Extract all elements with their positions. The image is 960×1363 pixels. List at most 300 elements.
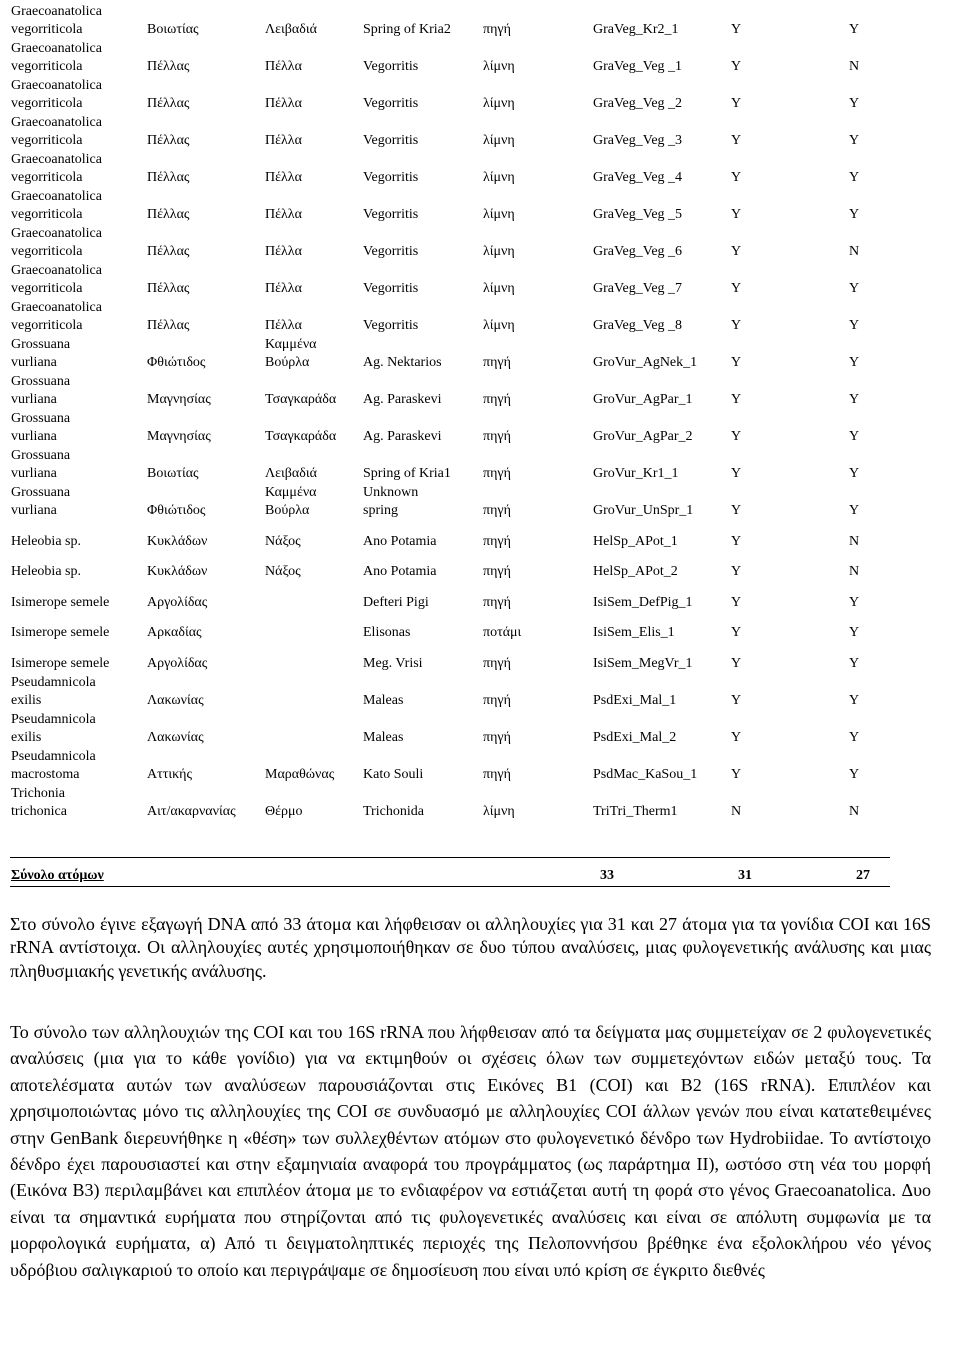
habitat-text: λίμνη (483, 803, 515, 819)
prefecture-text: Πέλλας (147, 59, 190, 74)
locality-cell (264, 224, 362, 261)
sample-code-text: GroVur_AgPar_1 (593, 392, 693, 407)
prefecture-text: Αττικής (147, 766, 193, 782)
sample-code-text: GraVeg_Veg _2 (593, 96, 683, 111)
rrna-16s-cell (848, 483, 890, 520)
locality-cell (264, 187, 362, 224)
habitat-cell (482, 409, 592, 446)
habitat-text: πηγή (483, 655, 511, 671)
sample-code-cell (592, 372, 730, 409)
site-text: Spring of Kria1 (363, 466, 451, 481)
sample-code-cell (592, 298, 730, 335)
site-text: Vegorritis (363, 59, 419, 74)
prefecture-text: Αργολίδας (147, 655, 208, 671)
species-text: Graecoanatolica vegorriticola (11, 152, 102, 185)
site-text: Elisonas (363, 625, 411, 640)
coi-cell (730, 642, 848, 673)
sample-code-cell (592, 710, 730, 747)
rrna-16s-cell (848, 747, 890, 784)
species-cell (10, 39, 146, 76)
species-text: Graecoanatolica vegorriticola (11, 41, 102, 74)
prefecture-cell (146, 335, 264, 372)
species-cell (10, 784, 146, 821)
coi-text: Y (731, 207, 742, 222)
locality-text: Λειβαδιά (265, 466, 317, 481)
site-cell (362, 150, 482, 187)
prefecture-cell (146, 612, 264, 643)
locality-text: Τσαγκαράδα (265, 392, 337, 407)
habitat-text: πηγή (483, 533, 511, 549)
locality-cell (264, 372, 362, 409)
prefecture-cell (146, 520, 264, 551)
rrna-16s-cell (848, 2, 890, 39)
species-cell (10, 150, 146, 187)
table-row (10, 335, 890, 372)
table-row (10, 39, 890, 76)
locality-cell (264, 261, 362, 298)
species-cell (10, 261, 146, 298)
species-text: Graecoanatolica vegorriticola (11, 115, 102, 148)
coi-cell (730, 335, 848, 372)
site-cell (362, 784, 482, 821)
sample-code-text: GraVeg_Veg _1 (593, 59, 683, 74)
rrna-16s-text: Y (849, 625, 860, 640)
table-row (10, 2, 890, 39)
rrna-16s-text: Y (849, 22, 860, 37)
coi-cell (730, 76, 848, 113)
rrna-16s-cell (848, 335, 890, 372)
prefecture-cell (146, 710, 264, 747)
habitat-text: λίμνη (483, 133, 515, 148)
site-cell (362, 2, 482, 39)
habitat-text: πηγή (483, 466, 511, 481)
rrna-16s-cell (848, 39, 890, 76)
species-cell (10, 298, 146, 335)
rrna-16s-cell (848, 76, 890, 113)
coi-cell (730, 372, 848, 409)
prefecture-cell (146, 113, 264, 150)
locality-text: Πέλλα (265, 170, 302, 185)
sample-code-text: GroVur_UnSpr_1 (593, 503, 694, 518)
rrna-16s-cell (848, 673, 890, 710)
rrna-16s-text: Y (849, 281, 860, 296)
site-text: Maleas (363, 692, 404, 708)
prefecture-cell (146, 642, 264, 673)
coi-text: Y (731, 429, 742, 444)
coi-cell (730, 150, 848, 187)
table-row (10, 298, 890, 335)
prefecture-text: Μαγνησίας (147, 429, 211, 444)
coi-cell (730, 2, 848, 39)
sample-code-cell (592, 551, 730, 582)
sample-code-cell (592, 335, 730, 372)
prefecture-cell (146, 446, 264, 483)
total-coi: 31 (738, 868, 752, 883)
rrna-16s-cell (848, 372, 890, 409)
habitat-cell (482, 39, 592, 76)
site-cell (362, 483, 482, 520)
table-row (10, 612, 890, 643)
locality-cell (264, 612, 362, 643)
locality-text: Νάξος (265, 564, 301, 579)
locality-text: Νάξος (265, 533, 301, 549)
locality-text: Πέλλα (265, 207, 302, 222)
habitat-cell (482, 150, 592, 187)
locality-text: Τσαγκαράδα (265, 429, 337, 444)
sample-code-text: GroVur_AgNek_1 (593, 355, 698, 370)
rrna-16s-text: Y (849, 133, 860, 148)
sample-code-cell (592, 581, 730, 612)
locality-text: Καμμένα Βούρλα (265, 485, 317, 518)
coi-cell (730, 612, 848, 643)
species-text: Pseudamnicola exilis (11, 711, 96, 745)
coi-cell (730, 784, 848, 821)
coi-text: Y (731, 692, 742, 708)
habitat-cell (482, 581, 592, 612)
table-row (10, 224, 890, 261)
sample-code-cell (592, 39, 730, 76)
locality-cell (264, 446, 362, 483)
prefecture-cell (146, 298, 264, 335)
prefecture-cell (146, 483, 264, 520)
coi-cell (730, 261, 848, 298)
locality-cell (264, 784, 362, 821)
species-text: Grossuana vurliana (11, 411, 71, 444)
habitat-cell (482, 784, 592, 821)
species-cell (10, 372, 146, 409)
site-text: Kato Souli (363, 766, 424, 782)
sample-code-text: PsdExi_Mal_2 (593, 729, 677, 745)
locality-cell (264, 520, 362, 551)
rrna-16s-text: Y (849, 655, 860, 671)
totals-row (10, 857, 890, 887)
species-cell (10, 747, 146, 784)
locality-text: Λειβαδιά (265, 22, 317, 37)
habitat-cell (482, 612, 592, 643)
habitat-text: πηγή (483, 392, 511, 407)
habitat-cell (482, 520, 592, 551)
rrna-16s-text: N (849, 803, 860, 819)
rrna-16s-text: Y (849, 355, 860, 370)
site-text: Vegorritis (363, 207, 419, 222)
coi-cell (730, 187, 848, 224)
site-cell (362, 710, 482, 747)
habitat-cell (482, 483, 592, 520)
prefecture-text: Αρκαδίας (147, 625, 202, 640)
site-cell (362, 113, 482, 150)
sample-code-cell (592, 520, 730, 551)
locality-text: Θέρμο (265, 803, 303, 819)
table-row (10, 551, 890, 582)
rrna-16s-cell (848, 581, 890, 612)
prefecture-cell (146, 372, 264, 409)
sample-code-cell (592, 76, 730, 113)
coi-text: Y (731, 655, 742, 671)
rrna-16s-text: Y (849, 429, 860, 444)
site-cell (362, 335, 482, 372)
species-text: Heleobia sp. (11, 533, 81, 549)
sample-code-text: GroVur_AgPar_2 (593, 429, 693, 444)
habitat-text: λίμνη (483, 96, 515, 111)
habitat-text: λίμνη (483, 59, 515, 74)
locality-cell (264, 335, 362, 372)
prefecture-text: Αργολίδας (147, 594, 208, 610)
sample-code-text: GraVeg_Veg _5 (593, 207, 683, 222)
sample-code-cell (592, 150, 730, 187)
rrna-16s-cell (848, 113, 890, 150)
rrna-16s-cell (848, 784, 890, 821)
locality-text: Πέλλα (265, 318, 302, 333)
prefecture-cell (146, 39, 264, 76)
sample-code-text: GraVeg_Veg _8 (593, 318, 683, 333)
coi-text: Y (731, 503, 742, 518)
sample-code-cell (592, 673, 730, 710)
prefecture-text: Πέλλας (147, 244, 190, 259)
sample-code-cell (592, 446, 730, 483)
habitat-cell (482, 372, 592, 409)
site-cell (362, 551, 482, 582)
rrna-16s-text: Y (849, 170, 860, 185)
habitat-cell (482, 2, 592, 39)
locality-cell (264, 581, 362, 612)
rrna-16s-text: Y (849, 96, 860, 111)
locality-text: Πέλλα (265, 96, 302, 111)
rrna-16s-cell (848, 642, 890, 673)
coi-text: Y (731, 729, 742, 745)
sample-code-cell (592, 483, 730, 520)
species-cell (10, 710, 146, 747)
species-text: Graecoanatolica vegorriticola (11, 226, 102, 259)
table-row (10, 483, 890, 520)
rrna-16s-cell (848, 409, 890, 446)
locality-text: Πέλλα (265, 59, 302, 74)
locality-text: Πέλλα (265, 281, 302, 296)
site-cell (362, 673, 482, 710)
coi-text: Y (731, 594, 742, 610)
coi-cell (730, 710, 848, 747)
sample-code-cell (592, 612, 730, 643)
rrna-16s-cell (848, 710, 890, 747)
site-cell (362, 581, 482, 612)
habitat-cell (482, 261, 592, 298)
coi-text: N (731, 803, 742, 819)
habitat-text: πηγή (483, 22, 511, 37)
sample-code-text: IsiSem_DefPig_1 (593, 594, 693, 610)
table-row (10, 150, 890, 187)
prefecture-text: Φθιώτιδος (147, 355, 206, 370)
coi-cell (730, 673, 848, 710)
rrna-16s-cell (848, 446, 890, 483)
site-cell (362, 224, 482, 261)
rrna-16s-cell (848, 150, 890, 187)
locality-text: Μαραθώνας (265, 766, 335, 782)
habitat-text: λίμνη (483, 170, 515, 185)
coi-cell (730, 446, 848, 483)
coi-cell (730, 39, 848, 76)
table-row (10, 409, 890, 446)
table-row (10, 76, 890, 113)
species-cell (10, 187, 146, 224)
rrna-16s-text: Y (849, 466, 860, 481)
habitat-text: πηγή (483, 729, 511, 745)
locality-cell (264, 76, 362, 113)
prefecture-cell (146, 224, 264, 261)
locality-text: Πέλλα (265, 133, 302, 148)
site-cell (362, 298, 482, 335)
species-cell (10, 446, 146, 483)
site-cell (362, 612, 482, 643)
habitat-cell (482, 224, 592, 261)
total-16s: 27 (856, 868, 870, 883)
species-text: Graecoanatolica vegorriticola (11, 4, 102, 37)
species-text: Graecoanatolica vegorriticola (11, 78, 102, 111)
sample-code-text: TriTri_Therm1 (593, 803, 678, 819)
sample-code-cell (592, 642, 730, 673)
site-text: Ag. Paraskevi (363, 392, 442, 407)
table-row (10, 642, 890, 673)
prefecture-text: Πέλλας (147, 281, 190, 296)
species-cell (10, 612, 146, 643)
species-text: Isimerope semele (11, 594, 110, 610)
table-row (10, 784, 890, 821)
site-text: Meg. Vrisi (363, 655, 423, 671)
species-cell (10, 224, 146, 261)
site-cell (362, 747, 482, 784)
species-text: Grossuana vurliana (11, 485, 71, 518)
prefecture-cell (146, 261, 264, 298)
coi-cell (730, 581, 848, 612)
habitat-text: πηγή (483, 766, 511, 782)
rrna-16s-text: Y (849, 392, 860, 407)
coi-text: Y (731, 625, 742, 640)
habitat-cell (482, 113, 592, 150)
species-cell (10, 520, 146, 551)
rrna-16s-cell (848, 612, 890, 643)
species-cell (10, 673, 146, 710)
habitat-text: λίμνη (483, 207, 515, 222)
table-row (10, 747, 890, 784)
site-cell (362, 446, 482, 483)
site-text: Vegorritis (363, 133, 419, 148)
habitat-cell (482, 710, 592, 747)
coi-text: Y (731, 244, 742, 259)
prefecture-text: Αιτ/ακαρνανίας (147, 803, 236, 819)
prefecture-cell (146, 673, 264, 710)
coi-text: Y (731, 96, 742, 111)
prefecture-text: Λακωνίας (147, 692, 204, 708)
sample-code-text: GraVeg_Kr2_1 (593, 22, 679, 37)
prefecture-cell (146, 784, 264, 821)
species-text: Grossuana vurliana (11, 374, 71, 407)
sample-code-cell (592, 2, 730, 39)
rrna-16s-text: N (849, 533, 860, 549)
coi-text: Y (731, 355, 742, 370)
rrna-16s-cell (848, 551, 890, 582)
locality-cell (264, 39, 362, 76)
coi-text: Y (731, 533, 742, 549)
species-cell (10, 483, 146, 520)
sample-code-cell (592, 261, 730, 298)
sample-code-text: IsiSem_MegVr_1 (593, 655, 693, 671)
rrna-16s-cell (848, 261, 890, 298)
locality-cell (264, 150, 362, 187)
habitat-text: λίμνη (483, 281, 515, 296)
rrna-16s-text: Y (849, 692, 860, 708)
totals-label: Σύνολο ατόμων (11, 868, 104, 883)
species-cell (10, 76, 146, 113)
species-cell (10, 2, 146, 39)
habitat-cell (482, 446, 592, 483)
rrna-16s-text: Y (849, 503, 860, 518)
habitat-text: πηγή (483, 355, 511, 370)
site-text: Maleas (363, 729, 404, 745)
prefecture-text: Λακωνίας (147, 729, 204, 745)
coi-cell (730, 747, 848, 784)
locality-text: Καμμένα Βούρλα (265, 337, 317, 370)
site-text: Ano Potamia (363, 564, 437, 579)
prefecture-text: Πέλλας (147, 170, 190, 185)
paragraph-phylogenetic-analysis: Το σύνολο των αλληλουχιών της COI και του 16S rRNA που λήφθεισαν από τα δείγματα μας συμμετείχαν σε 2 φυλογενετικές αναλύσεις (μια για το κάθε γονίδιο) για να εκτιμηθούν οι σχέσεις όλων των συμμετεχόντων ειδών μεταξύ τους. Τα αποτελέσματα αυτών των αναλύσεων παρουσιάζονται στις Εικόνες Β1 (COI) και Β2 (16S rRNA). Επιπλέον και χρησιμοποιώντας μόνο τις αλληλουχίες της COI σε συνδυασμό με αλληλουχίες COI άλλων γενών που είναι κατατεθειμένες στην GenBank διερευνήθηκε η «θέση» των συλλεχθέντων ατόμων στο φυλογενετικό δένδρο των Hydrobiidae. Το αντίστοιχο δένδρο έχει παρουσιαστεί και στην εξαμηνιαία αναφορά του προγράμματος (ως παράρτημα ΙΙ), ωστόσο στη νέα του μορφή (Εικόνα Β3) περιλαμβάνει και επιπλέον άτομα με το ενδιαφέρον να εστιάζεται αυτή τη φορά στο γένος Graecoanatolica. Δυο είναι τα σημαντικά ευρήματα που στηρίζονται από τις φυλογενετικές αναλύσεις και είναι σε απόλυτη συμφωνία με τα μορφολογικά ευρήματα, α) Από τι δειγματοληπτικές περιοχές της Πελοποννήσου βρέθηκε ένα εξολοκλήρου νέο γένος υδρόβιου σαλιγκαριού το οποίο και περιγράψαμε σε δημοσίευση που είναι υπό κρίση σε έγκριτο διεθνές (10, 1022, 931, 1280)
species-text: Heleobia sp. (11, 564, 81, 579)
species-cell (10, 551, 146, 582)
habitat-cell (482, 335, 592, 372)
site-cell (362, 261, 482, 298)
coi-text: Y (731, 133, 742, 148)
prefecture-cell (146, 409, 264, 446)
coi-cell (730, 113, 848, 150)
species-text: Graecoanatolica vegorriticola (11, 300, 102, 333)
habitat-cell (482, 76, 592, 113)
table-row (10, 113, 890, 150)
site-text: Spring of Kria2 (363, 22, 451, 37)
habitat-text: λίμνη (483, 318, 515, 333)
locality-cell (264, 113, 362, 150)
site-text: Ano Potamia (363, 533, 437, 549)
samples-table-body (10, 2, 890, 821)
habitat-cell (482, 298, 592, 335)
sample-code-text: PsdExi_Mal_1 (593, 692, 677, 708)
prefecture-text: Κυκλάδων (147, 533, 208, 549)
table-row (10, 520, 890, 551)
site-cell (362, 409, 482, 446)
species-text: Pseudamnicola macrostoma (11, 748, 96, 782)
rrna-16s-cell (848, 224, 890, 261)
site-cell (362, 642, 482, 673)
habitat-cell (482, 673, 592, 710)
species-text: Pseudamnicola exilis (11, 674, 96, 708)
sample-code-cell (592, 409, 730, 446)
prefecture-text: Βοιωτίας (147, 22, 199, 37)
table-row (10, 673, 890, 710)
prefecture-text: Κυκλάδων (147, 564, 208, 579)
coi-text: Y (731, 59, 742, 74)
rrna-16s-text: Y (849, 729, 860, 745)
locality-cell (264, 673, 362, 710)
coi-text: Y (731, 281, 742, 296)
sample-code-cell (592, 187, 730, 224)
total-individuals: 33 (600, 868, 614, 883)
locality-cell (264, 642, 362, 673)
coi-text: Y (731, 170, 742, 185)
sample-code-cell (592, 224, 730, 261)
coi-cell (730, 551, 848, 582)
rrna-16s-text: Y (849, 207, 860, 222)
sample-code-text: GraVeg_Veg _7 (593, 281, 683, 296)
locality-cell (264, 409, 362, 446)
coi-cell (730, 520, 848, 551)
site-cell (362, 372, 482, 409)
coi-cell (730, 483, 848, 520)
